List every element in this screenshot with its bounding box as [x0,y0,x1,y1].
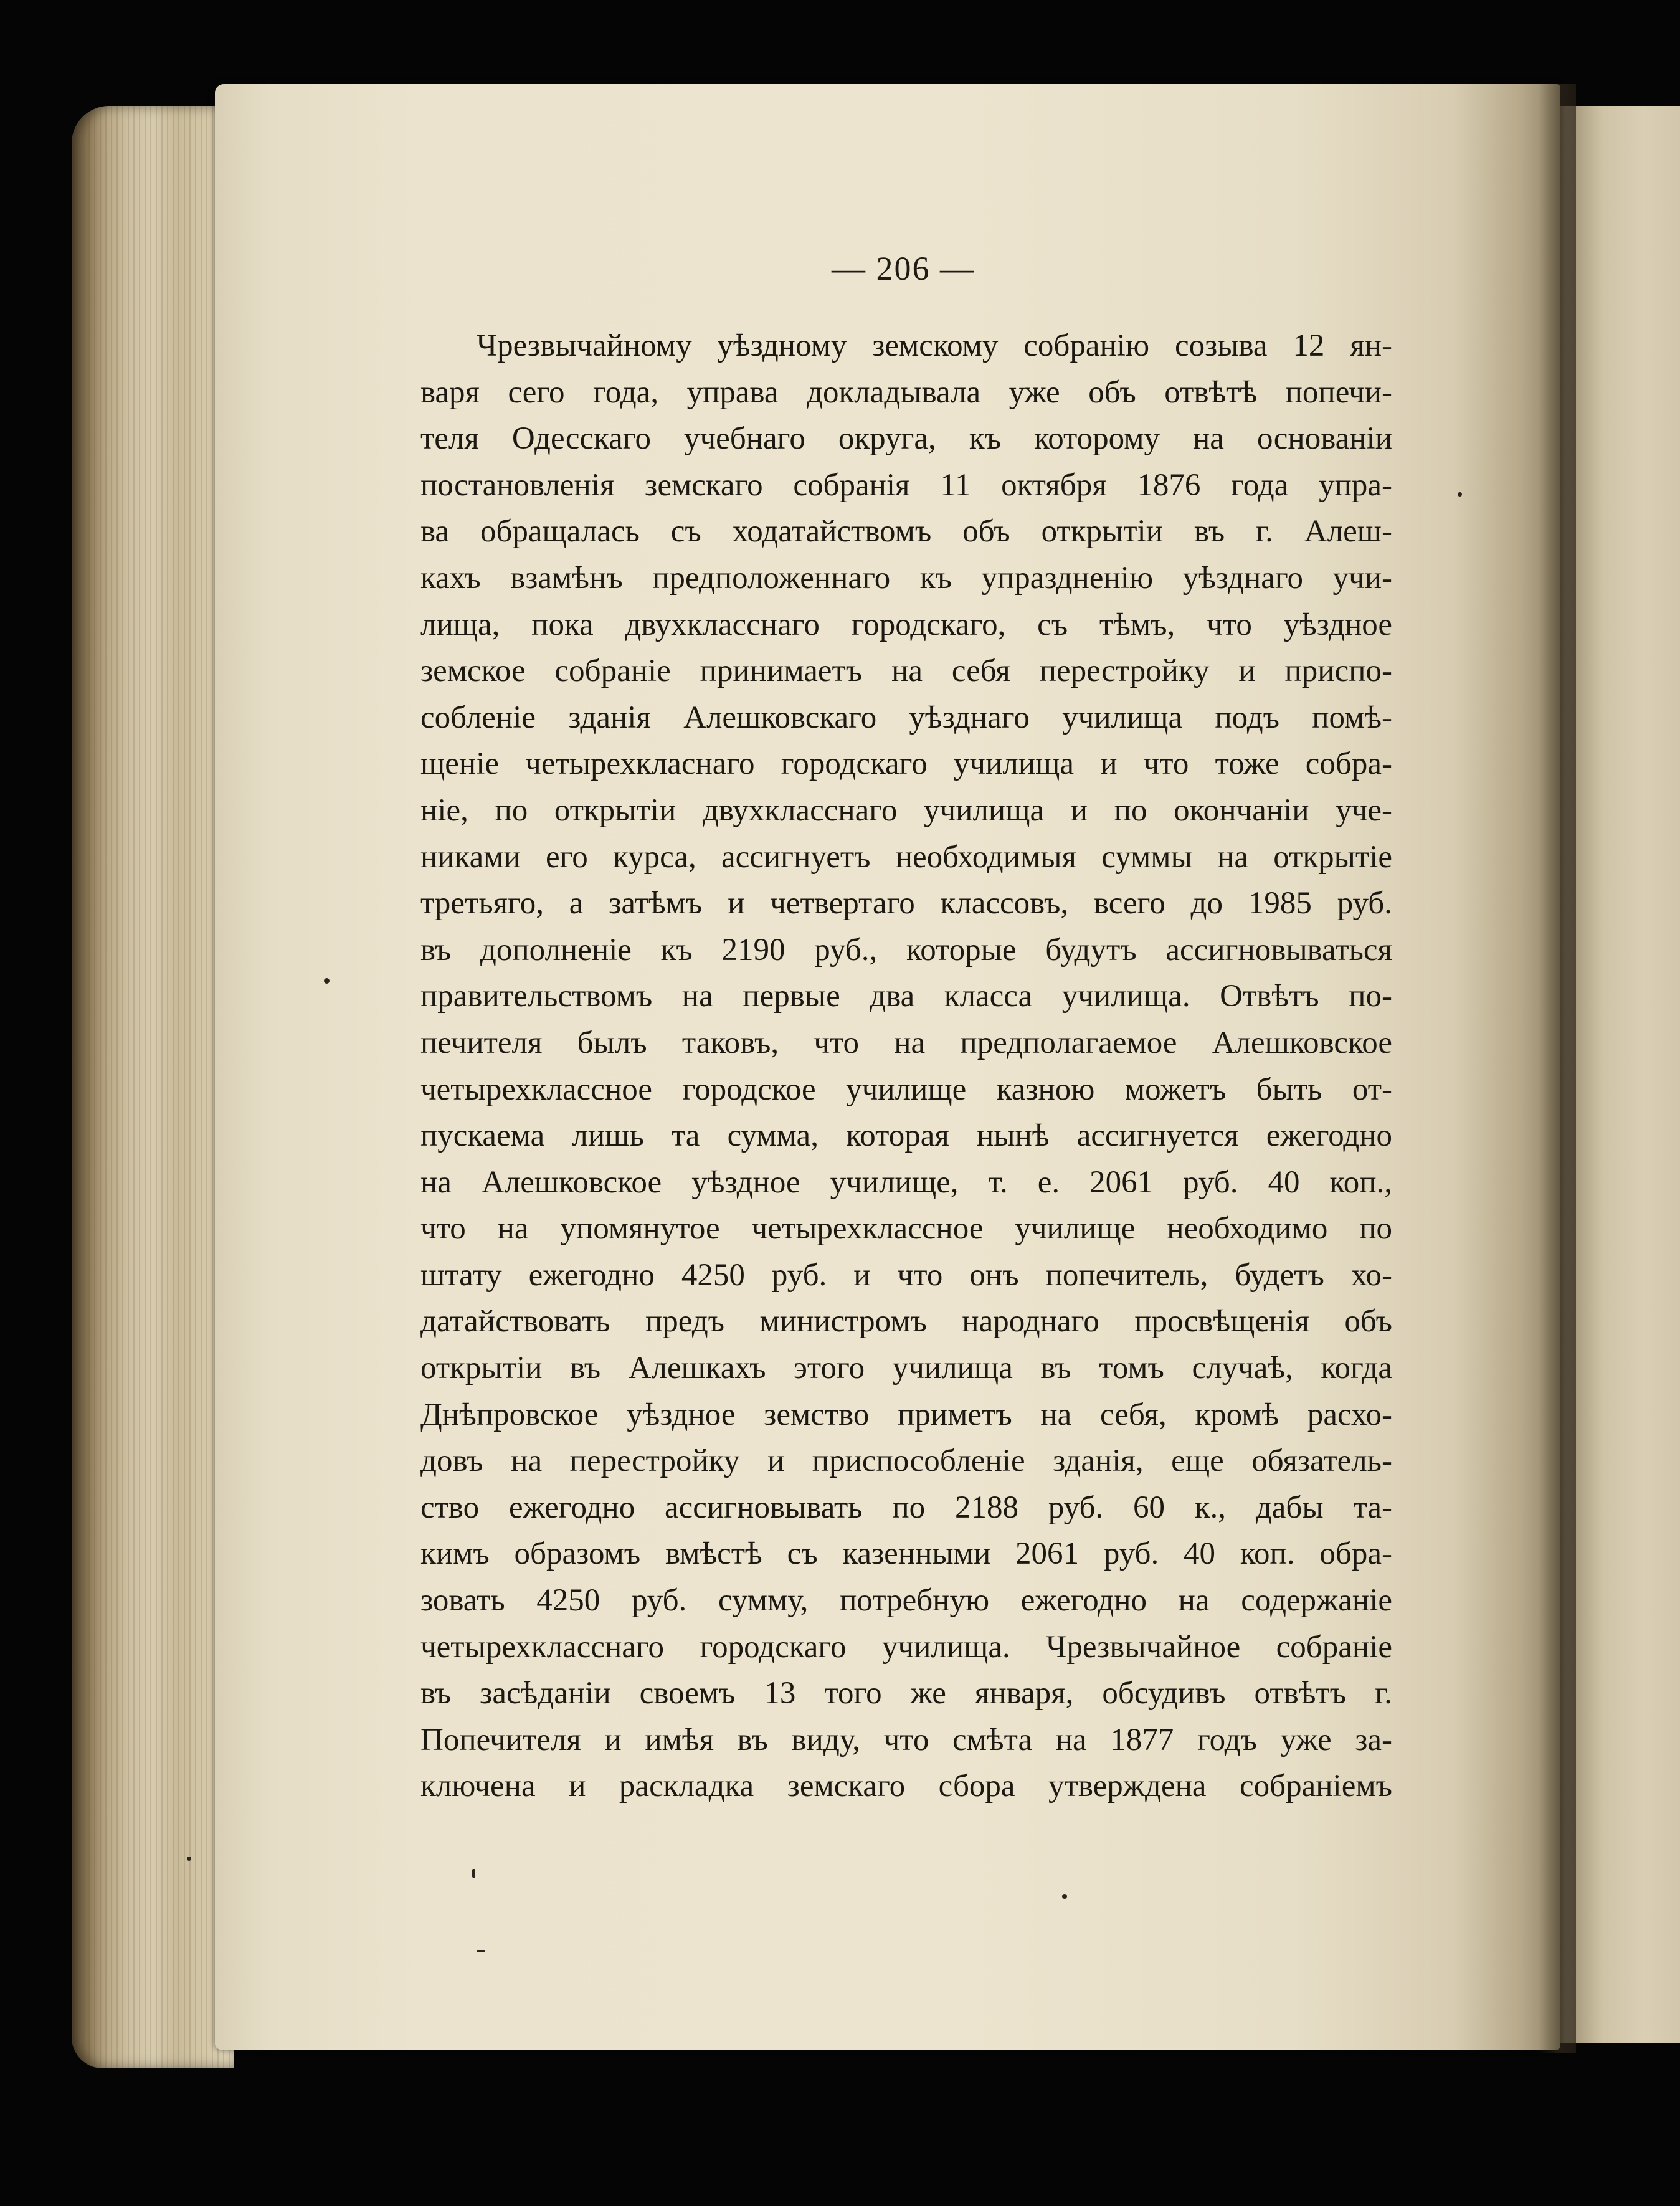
text-line: въ засѣданіи своемъ 13 того же января, обсудивъ отвѣтъ г. [420,1676,1392,1711]
text-line: варя сего года, управа докладывала уже объ отвѣтѣ попечи- [420,374,1392,410]
text-line: на Алешковское уѣздное училище, т. е. 2061 руб. 40 коп., [420,1164,1392,1200]
text-line: штату ежегодно 4250 руб. и что онъ попечитель, будетъ хо- [420,1257,1392,1293]
text-line: ство ежегодно ассигновывать по 2188 руб. 60 к., дабы та- [420,1490,1392,1525]
page-gutter-shadow [1539,84,1576,2053]
text-line: довъ на перестройку и приспособленіе зданія, еще обязатель- [420,1443,1392,1479]
text-line: щеніе четырехкласнаго городскаго училища и что тоже собра- [420,746,1392,782]
text-line: ніе, по открытіи двухкласснаго училища и по окончаніи уче- [420,792,1392,828]
text-line: постановленія земскаго собранія 11 октября 1876 года упра- [420,467,1392,503]
paper-speck [472,1869,475,1878]
text-line: ключена и раскладка земскаго сбора утверждена собраніемъ [420,1769,1392,1804]
book-page-edges [72,106,234,2068]
text-line: правительствомъ на первые два класса училища. Отвѣтъ по- [420,979,1392,1014]
paper-speck [187,1857,191,1861]
body-text [420,323,1392,1810]
text-line: третьяго, а затѣмъ и четвертаго классовъ, всего до 1985 руб. [420,886,1392,921]
page-number: — 206 — [832,250,975,287]
text-line: земское собраніе принимаетъ на себя перестройку и приспо- [420,654,1392,689]
text-line: что на упомянутое четырехклассное училище необходимо по [420,1211,1392,1247]
paper-speck [1458,492,1462,497]
paper-speck [324,978,330,984]
text-line: ва обращалась съ ходатайствомъ объ открытіи въ г. Алеш- [420,514,1392,549]
text-line: кимъ образомъ вмѣстѣ съ казенными 2061 руб. 40 коп. обра- [420,1536,1392,1572]
text-line: никами его курса, ассигнуетъ необходимыя суммы на открытіе [420,839,1392,875]
page-edge-lines [72,106,234,2068]
text-line: четырехкласснаго городскаго училища. Чрезвычайное собраніе [420,1629,1392,1665]
text-line: Чрезвычайному уѣздному земскому собранію созыва 12 ян- [477,328,1392,363]
text-line: Попечителя и имѣя въ виду, что смѣта на 1877 годъ уже за- [420,1722,1392,1757]
text-line: печителя былъ таковъ, что на предполагаемое Алешковское [420,1025,1392,1060]
text-line: датайствовать предъ министромъ народнаго просвѣщенія объ [420,1304,1392,1339]
text-line: четырехклассное городское училище казною можетъ быть от- [420,1072,1392,1107]
text-line: лища, пока двухкласснаго городскаго, съ тѣмъ, что уѣздное [420,607,1392,642]
paper-speck [477,1950,485,1952]
text-line: зовать 4250 руб. сумму, потребную ежегодно на содержаніе [420,1583,1392,1619]
text-line: Днѣпровское уѣздное земство приметъ на себя, кромѣ расхо- [420,1397,1392,1432]
text-line: пускаема лишь та сумма, которая нынѣ ассигнуется ежегодно [420,1118,1392,1154]
facing-page [1560,106,1680,2043]
text-line: теля Одесскаго учебнаго округа, къ которому на основаніи [420,421,1392,457]
paper-speck [1062,1894,1067,1899]
text-line: въ дополненіе къ 2190 руб., которые будутъ ассигновываться [420,932,1392,968]
text-line: кахъ взамѣнъ предположеннаго къ упраздненію уѣзднаго учи- [420,560,1392,596]
text-line: открытіи въ Алешкахъ этого училища въ томъ случаѣ, когда [420,1351,1392,1386]
text-line: собленіе зданія Алешковскаго уѣзднаго училища подъ помѣ- [420,700,1392,735]
